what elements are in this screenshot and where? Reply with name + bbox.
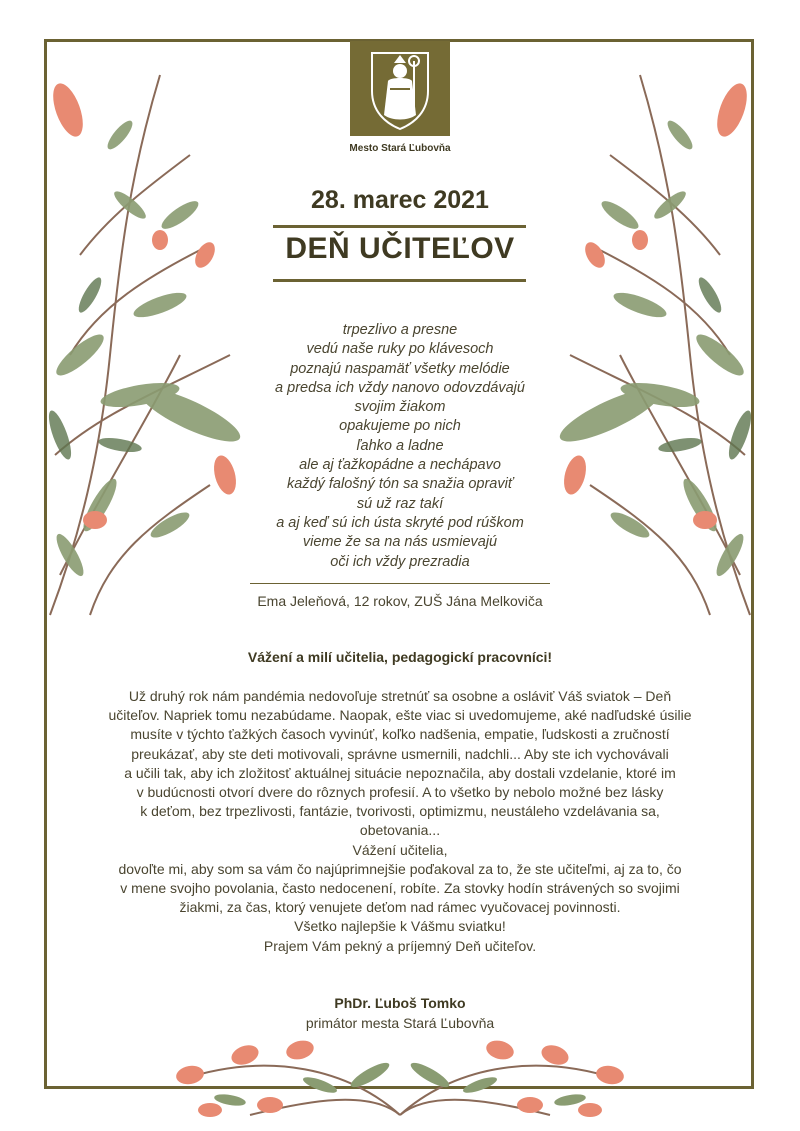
signer-role: primátor mesta Stará Ľubovňa <box>305 1015 495 1031</box>
letter-line: učiteľov. Napriek tomu nezabúdame. Naopak, ešte viac si uvedomujeme, aké nadľudské úsilie <box>108 707 692 724</box>
signer-name: PhDr. Ľuboš Tomko <box>334 995 466 1011</box>
letter-line: Prajem Vám pekný a príjemný Deň učiteľov. <box>263 937 537 954</box>
left-floral-decoration-icon <box>40 55 250 655</box>
letter-line: v budúcnosti otvorí dvere do rôznych profesií. A to všetko by nebolo možné bez lásky <box>136 784 664 801</box>
letter-greeting: Vážení a milí učitelia, pedagogickí pracovníci! <box>247 649 553 665</box>
title-top-rule <box>273 225 526 228</box>
event-date: 28. marec 2021 <box>311 186 489 214</box>
poem-author: Ema Jeleňová, 12 rokov, ZUŠ Jána Melkoviča <box>257 593 543 609</box>
letter-line: dovoľte mi, aby som sa vám čo najúprimnejšie poďakoval za to, že ste učiteľmi, aj za to, čo <box>118 860 682 877</box>
letter-line: Všetko najlepšie k Vášmu sviatku! <box>294 918 506 935</box>
city-name: Mesto Stará Ľubovňa <box>349 143 451 154</box>
poem-line: poznajú naspamäť všetky melódie <box>290 360 510 377</box>
letter-line: obetovania... <box>359 822 441 839</box>
letter-line: musíte v týchto ťažkých časoch vyvinúť, koľko nadšenia, empatie, ľudskosti a zručností <box>130 726 670 743</box>
poem-line: svojim žiakom <box>354 399 446 416</box>
poem-line: trpezlivo a presne <box>342 322 458 338</box>
poem-line: vieme že sa na nás usmievajú <box>302 534 498 551</box>
letter-line: v mene svojho povolania, často nedocenení, robíte. Za stovky hodín strávených so svojimi <box>120 880 680 897</box>
poem-line: ľahko a ladne <box>356 437 444 454</box>
page-title: DEŇ UČITEĽOV <box>285 232 515 265</box>
city-coat-of-arms-logo <box>350 41 450 136</box>
letter-line: Vážení učitelia, <box>352 841 448 858</box>
letter-line: žiakmi, za čas, ktorý venujete deťom nad rámec vyučovacej povinnosti. <box>179 899 621 916</box>
poem-line: opakujeme po nich <box>339 418 461 435</box>
poem-line: a predsa ich vždy nanovo odovzdávajú <box>275 379 525 396</box>
bottom-floral-garland-icon <box>170 1030 630 1120</box>
coat-of-arms-saint-icon <box>350 41 450 136</box>
title-bottom-rule <box>273 279 526 282</box>
poem-line: vedú naše ruky po klávesoch <box>306 341 494 358</box>
poem <box>220 321 580 572</box>
author-divider <box>250 583 550 584</box>
poem-line: a aj keď sú ich ústa skryté pod rúškom <box>276 514 524 531</box>
letter-line: k deťom, bez trpezlivosti, fantázie, tvorivosti, optimizmu, neustáleho vzdelávania sa, <box>140 803 660 820</box>
letter-line: Už druhý rok nám pandémia nedovoľuje stretnúť sa osobne a osláviť Váš sviatok – Deň <box>128 688 672 704</box>
letter-line: preukázať, aby ste deti motivovali, správne usmernili, nadchli... Aby ste ich vychovávali <box>131 745 669 762</box>
poem-line: oči ich vždy prezradia <box>330 553 470 570</box>
letter-body <box>90 687 710 956</box>
right-floral-decoration-icon <box>550 55 760 655</box>
letter-line: a učili tak, aby ich zložitosť aktuálnej situácie nepoznačila, aby dostali vzdelanie, ktoré im <box>124 764 676 781</box>
poem-line: sú už raz takí <box>356 495 444 512</box>
poem-line: ale aj ťažkopádne a nechápavo <box>299 457 501 474</box>
poem-line: každý falošný tón sa snažia opraviť <box>287 476 513 493</box>
